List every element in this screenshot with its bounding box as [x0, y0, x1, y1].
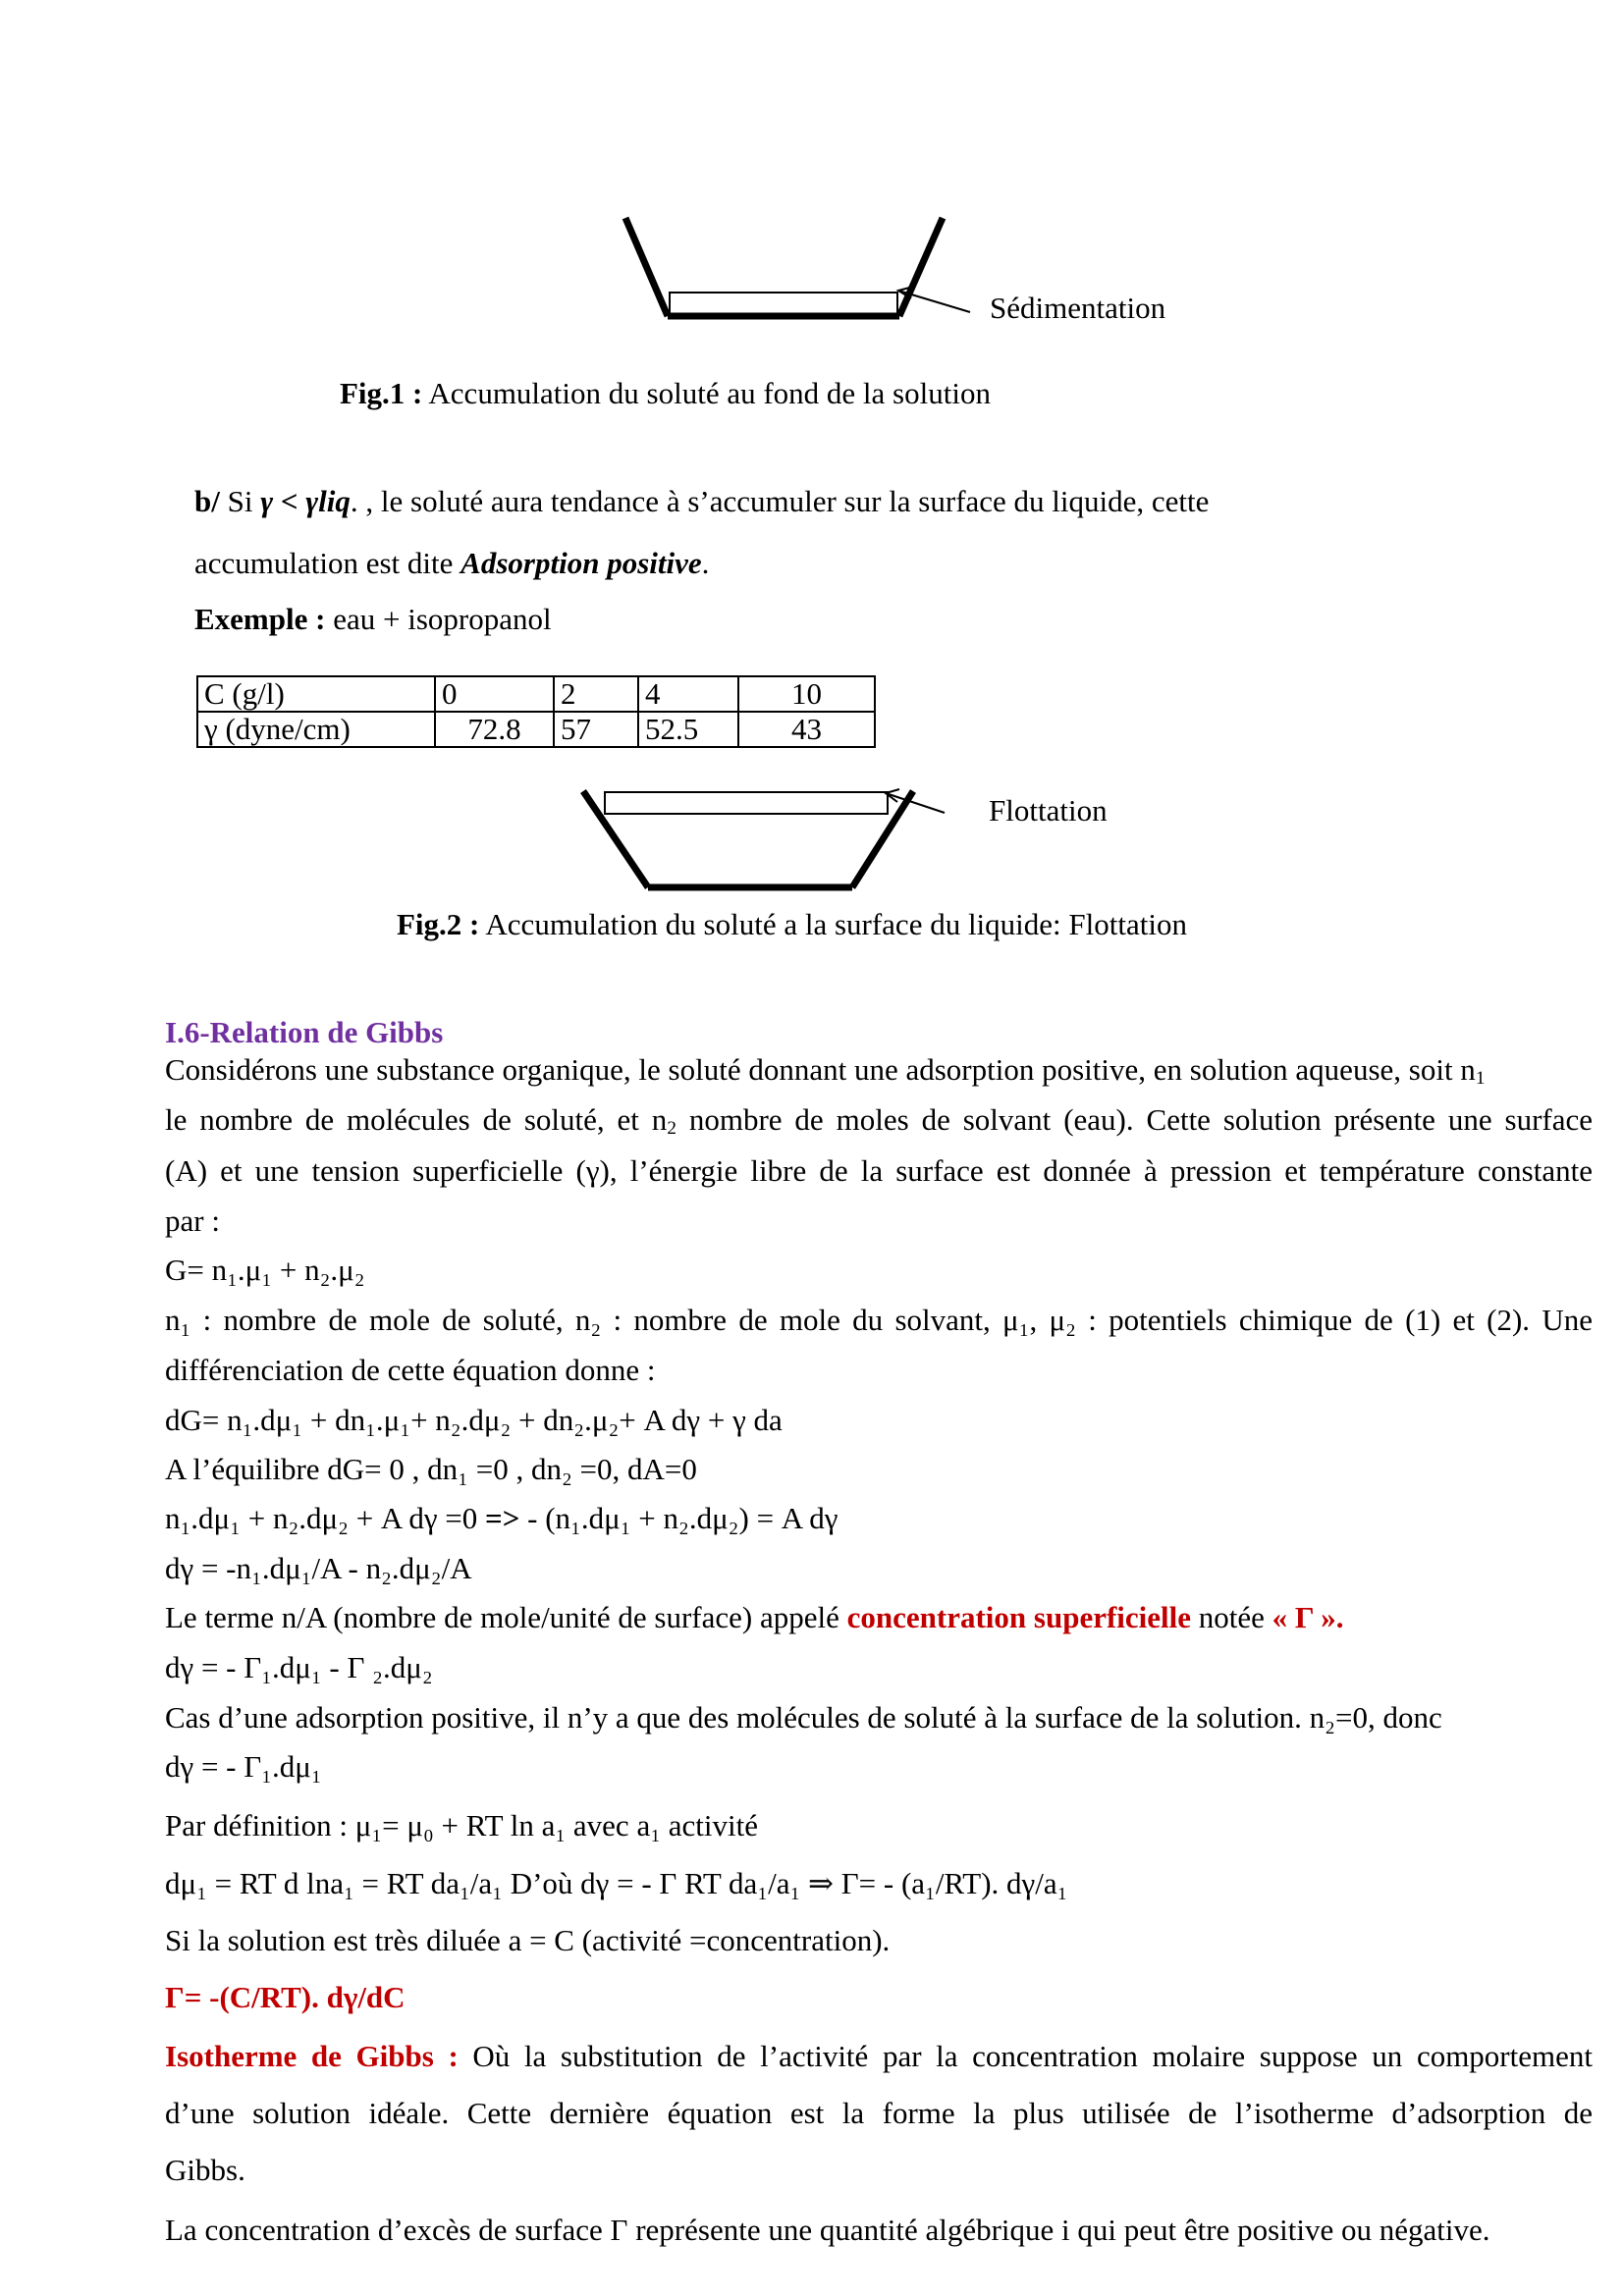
p3-text: Le terme n/A (nombre de mole/unité de surface) appelé: [165, 1600, 847, 1634]
p1-line2: [165, 1102, 1594, 1139]
fig1-label: Sédimentation: [990, 291, 1166, 325]
para-b-line2: [194, 548, 709, 578]
table-cell: 43: [738, 712, 875, 747]
table-cell: C (g/l): [197, 676, 435, 712]
p3-line: [165, 1602, 1343, 1632]
fig1-vessel: [625, 218, 970, 316]
equation-9: dμ₁ = RT d lna₁ = RT da₁/a₁ D’où dγ = - Γ RT da₁/a₁ ⇒ Γ= - (a₁/RT). dγ/a₁: [165, 1866, 1068, 1900]
iso-line2: d’une solution idéale. Cette dernière équation est la forme la plus utilisée de l’isotherme d’adsorption de: [165, 2096, 1593, 2130]
para-b-line1: [194, 486, 1209, 516]
equation-4: [165, 1503, 838, 1533]
para-b-dot: .: [701, 546, 710, 580]
equation-6: dγ = - Γ₁.dμ₁ - Γ ₂.dμ₂: [165, 1650, 433, 1684]
p1-line1: [165, 1052, 1486, 1089]
p1-line1-text: Considérons une substance organique, le soluté donnant une adsorption positive, en solution aqueuse, soit n: [165, 1052, 1476, 1087]
p4-line: Cas d’une adsorption positive, il n’y a que des molécules de soluté à la surface de la solution. n₂=0, donc: [165, 1700, 1442, 1735]
data-table: [196, 675, 876, 748]
table-cell: 52.5: [638, 712, 738, 747]
equation-5: dγ = -n₁.dμ₁/A - n₂.dμ₂/A: [165, 1551, 472, 1585]
p2-line2: différenciation de cette équation donne :: [165, 1353, 656, 1387]
adsorption-positive-emph: Adsorption positive: [460, 546, 702, 580]
fig1-caption: [340, 378, 991, 408]
fig2-caption: [397, 909, 1187, 939]
isotherme-label: Isotherme de Gibbs :: [165, 2039, 459, 2073]
equation-equilibrium: A l’équilibre dG= 0 , dn₁ =0 , dn₂ =0, dA=0: [165, 1452, 697, 1486]
para-b-prefix: b/: [194, 484, 220, 518]
fig2-caption-text: Accumulation du soluté a la surface du liquide: Flottation: [479, 907, 1187, 941]
fig2-vessel: [583, 789, 945, 887]
table-cell: 72.8: [435, 712, 554, 747]
equation-8: Par définition : μ₁= μ₀ + RT ln a₁ avec a₁ activité: [165, 1808, 758, 1842]
fig1-caption-bold: Fig.1 :: [340, 376, 423, 410]
p2-line1: n₁ : nombre de mole de soluté, n₂ : nombre de mole du solvant, μ₁, μ₂ : potentiels chimique de (1) et (2). Une: [165, 1303, 1593, 1337]
para-b-si: Si: [219, 484, 261, 518]
fig2-caption-bold: Fig.2 :: [397, 907, 480, 941]
fig1-caption-text: Accumulation du soluté au fond de la solution: [422, 376, 991, 410]
table-row: [197, 676, 875, 712]
table-cell: 10: [738, 676, 875, 712]
p1-sub1: 1: [1475, 1067, 1486, 1089]
equation-g: G= n₁.μ₁ + n₂.μ₂: [165, 1253, 365, 1287]
table-cell: 4: [638, 676, 738, 712]
exemple-line: [194, 604, 552, 634]
eq4-left: n₁.dμ₁ + n₂.dμ₂ + A dγ =0: [165, 1501, 486, 1535]
para-b-condition: γ < γliq: [260, 484, 351, 518]
para-b-rest: . , le soluté aura tendance à s’accumuler sur la surface du liquide, cette: [350, 484, 1210, 518]
table-cell: 2: [554, 676, 638, 712]
exemple-label: Exemple :: [194, 602, 326, 636]
exemple-text: eau + isopropanol: [325, 602, 552, 636]
table-cell: 57: [554, 712, 638, 747]
equation-gibbs: Γ= -(C/RT). dγ/dC: [165, 1980, 406, 2014]
p3-text-b: notée: [1191, 1600, 1272, 1634]
concentration-superficielle: concentration superficielle: [846, 1600, 1192, 1634]
iso-line3: Gibbs.: [165, 2153, 245, 2187]
equation-7: dγ = - Γ₁.dμ₁: [165, 1749, 322, 1784]
iso-line1-text: Où la substitution de l’activité par la concentration molaire suppose un comportement: [458, 2039, 1593, 2073]
section-title: I.6-Relation de Gibbs: [165, 1015, 444, 1049]
p1-sub2: 2: [667, 1117, 676, 1139]
table-cell: 0: [435, 676, 554, 712]
gamma-symbol: « Γ ».: [1271, 1600, 1344, 1634]
p1-line3: (A) et une tension superficielle (γ), l’énergie libre de la surface est donnée à pression et température constante: [165, 1153, 1593, 1188]
p5-line: Si la solution est très diluée a = C (activité =concentration).: [165, 1923, 891, 1957]
table-cell: γ (dyne/cm): [197, 712, 435, 747]
p1-line2a: le nombre de molécules de soluté, et n: [165, 1102, 668, 1137]
para-b-line2-text: accumulation est dite: [194, 546, 461, 580]
eq4-right: - (n₁.dμ₁ + n₂.dμ₂) = A dγ: [519, 1501, 839, 1535]
p1-line2b: nombre de moles de solvant (eau). Cette solution présente une surface: [676, 1102, 1594, 1137]
equation-dg: dG= n₁.dμ₁ + dn₁.μ₁+ n₂.dμ₂ + dn₂.μ₂+ A dγ + γ da: [165, 1403, 783, 1437]
fig2-label: Flottation: [989, 793, 1108, 828]
table-row: [197, 712, 875, 747]
last-line: La concentration d’excès de surface Γ représente une quantité algébrique i qui peut être positive ou négative.: [165, 2213, 1490, 2247]
iso-line1: [165, 2041, 1593, 2071]
implies-arrow: =>: [485, 1501, 520, 1535]
p1-line4: par :: [165, 1203, 220, 1238]
